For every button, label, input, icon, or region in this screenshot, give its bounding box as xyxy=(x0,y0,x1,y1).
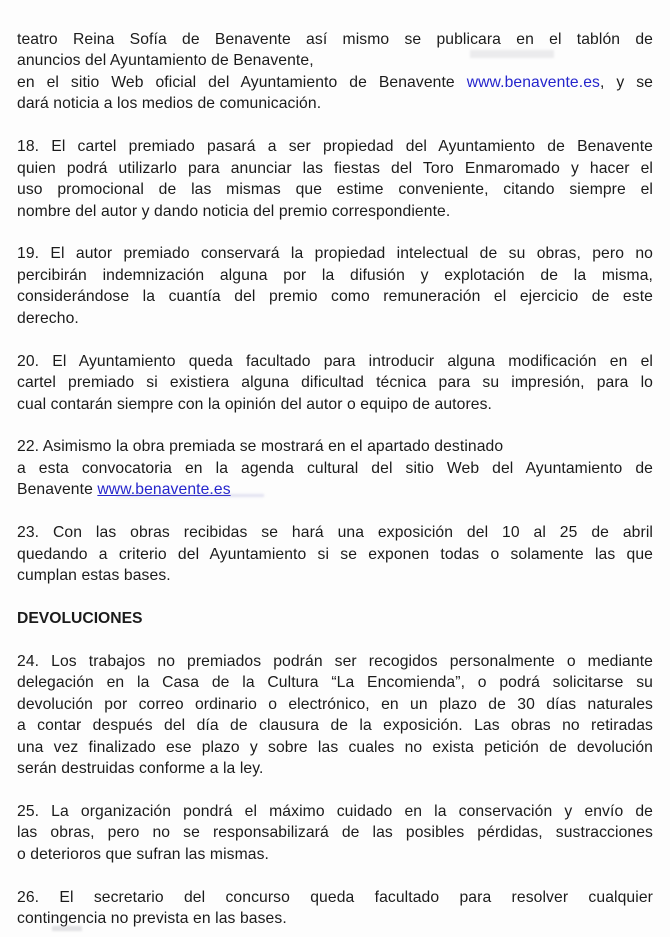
paragraph-intro xyxy=(17,29,653,115)
text-segment: devolución por correo ordinario o electrónico, en un plazo de 30 días naturales xyxy=(17,695,653,713)
text-segment: a contar después del día de clausura de la exposición. Las obras no retiradas xyxy=(17,717,653,735)
text-line xyxy=(17,394,653,415)
text-line xyxy=(17,93,653,114)
text-line xyxy=(17,908,653,929)
text-line xyxy=(17,737,653,758)
text-line xyxy=(17,243,653,264)
text-segment: 26. El secretario del concurso queda facultado para resolver cualquier xyxy=(17,888,653,906)
text-line xyxy=(17,72,653,93)
text-line xyxy=(17,715,653,736)
text-segment: 24. Los trabajos no premiados podrán ser recogidos personalmente o mediante xyxy=(17,652,653,670)
paragraph-clause-20 xyxy=(17,351,653,415)
text-line xyxy=(17,522,653,543)
section-heading-devoluciones xyxy=(17,608,653,629)
text-line xyxy=(17,458,653,479)
text-line xyxy=(17,694,653,715)
text-segment: 25. La organización pondrá el máximo cuidado en la conservación y envío de xyxy=(17,802,653,820)
text-segment: quedando a criterio del Ayuntamiento si se exponen todas o solamente las que xyxy=(17,545,653,563)
paragraph-clause-25 xyxy=(17,801,653,865)
text-line xyxy=(17,544,653,565)
text-segment: dará noticia a los medios de comunicación. xyxy=(17,95,322,113)
text-line xyxy=(17,308,653,329)
text-segment: uso promocional de las mismas que estime conveniente, citando siempre el xyxy=(17,181,653,199)
text-segment: cartel premiado si existiera alguna dificultad técnica para su impresión, para lo xyxy=(17,374,653,392)
text-segment: nombre del autor y dando noticia del premio correspondiente. xyxy=(17,202,451,220)
text-segment: cumplan estas bases. xyxy=(17,567,171,585)
text-line xyxy=(17,351,653,372)
text-line xyxy=(17,179,653,200)
text-segment: cual contarán siempre con la opinión del autor o equipo de autores. xyxy=(17,395,493,413)
text-segment: teatro Reina Sofía de Benavente así mismo se publicara en el tablón de xyxy=(17,31,653,48)
text-segment: o deterioros que sufran las mismas. xyxy=(17,845,269,863)
text-line xyxy=(17,565,653,586)
text-line xyxy=(17,672,653,693)
text-segment: 23. Con las obras recibidas se hará una exposición del 10 al 25 de abril xyxy=(17,524,653,542)
text-segment: serán destruidas conforme a la ley. xyxy=(17,759,264,777)
text-line xyxy=(17,29,653,50)
text-segment: las obras, pero no se responsabilizará de las posibles pérdidas, sustracciones xyxy=(17,824,653,842)
text-line xyxy=(17,651,653,672)
text-line xyxy=(17,136,653,157)
text-segment: Benavente xyxy=(17,481,98,499)
paragraph-clause-22 xyxy=(17,436,653,500)
text-segment: anuncios del Ayuntamiento de Benavente, xyxy=(17,52,314,70)
benavente-website-link[interactable]: www.benavente.es xyxy=(97,481,231,499)
text-segment: percibirán indemnización alguna por la difusión y explotación de la misma, xyxy=(17,266,653,284)
text-line xyxy=(17,822,653,843)
text-line xyxy=(17,158,653,179)
text-segment: 19. El autor premiado conservará la propiedad intelectual de su obras, pero no xyxy=(17,245,653,263)
text-line xyxy=(17,801,653,822)
paragraph-clause-24 xyxy=(17,651,653,780)
text-line xyxy=(17,479,653,500)
text-segment: a esta convocatoria en la agenda cultural del sitio Web del Ayuntamiento de xyxy=(17,459,653,477)
paragraph-clause-18 xyxy=(17,136,653,222)
text-line xyxy=(17,265,653,286)
benavente-website-link[interactable]: www.benavente.es xyxy=(466,73,600,91)
text-segment: una vez finalizado ese plazo y sobre las cuales no exista petición de devolución xyxy=(17,738,653,756)
text-segment: 22. Asimismo la obra premiada se mostrará en el apartado destinado xyxy=(17,438,504,456)
text-line xyxy=(17,436,653,457)
text-segment: 20. El Ayuntamiento queda facultado para introducir alguna modificación en el xyxy=(17,352,653,370)
text-segment: contingencia no prevista en las bases. xyxy=(17,910,287,928)
text-line xyxy=(17,50,653,71)
paragraph-clause-19 xyxy=(17,243,653,329)
paragraph-clause-26 xyxy=(17,887,653,930)
text-segment: , y se xyxy=(599,73,653,91)
text-segment: derecho. xyxy=(17,309,79,327)
text-line xyxy=(17,887,653,908)
text-line xyxy=(17,844,653,865)
text-segment: en el sitio Web oficial del Ayuntamiento de Benavente xyxy=(17,73,467,91)
text-line xyxy=(17,372,653,393)
text-segment: delegación en la Casa de la Cultura “La Encomienda”, o podrá solicitarse su xyxy=(17,674,653,692)
text-segment: 18. El cartel premiado pasará a ser propiedad del Ayuntamiento de Benavente xyxy=(17,138,653,156)
text-segment: quien podrá utilizarlo para anunciar las fiestas del Toro Enmaromado y hacer el xyxy=(17,159,653,177)
text-segment: considerándose la cuantía del premio como remuneración el ejercicio de este xyxy=(17,288,653,306)
text-line xyxy=(17,201,653,222)
text-line xyxy=(17,286,653,307)
text-line xyxy=(17,758,653,779)
section-heading-text: DEVOLUCIONES xyxy=(17,609,143,627)
paragraph-clause-23 xyxy=(17,522,653,586)
